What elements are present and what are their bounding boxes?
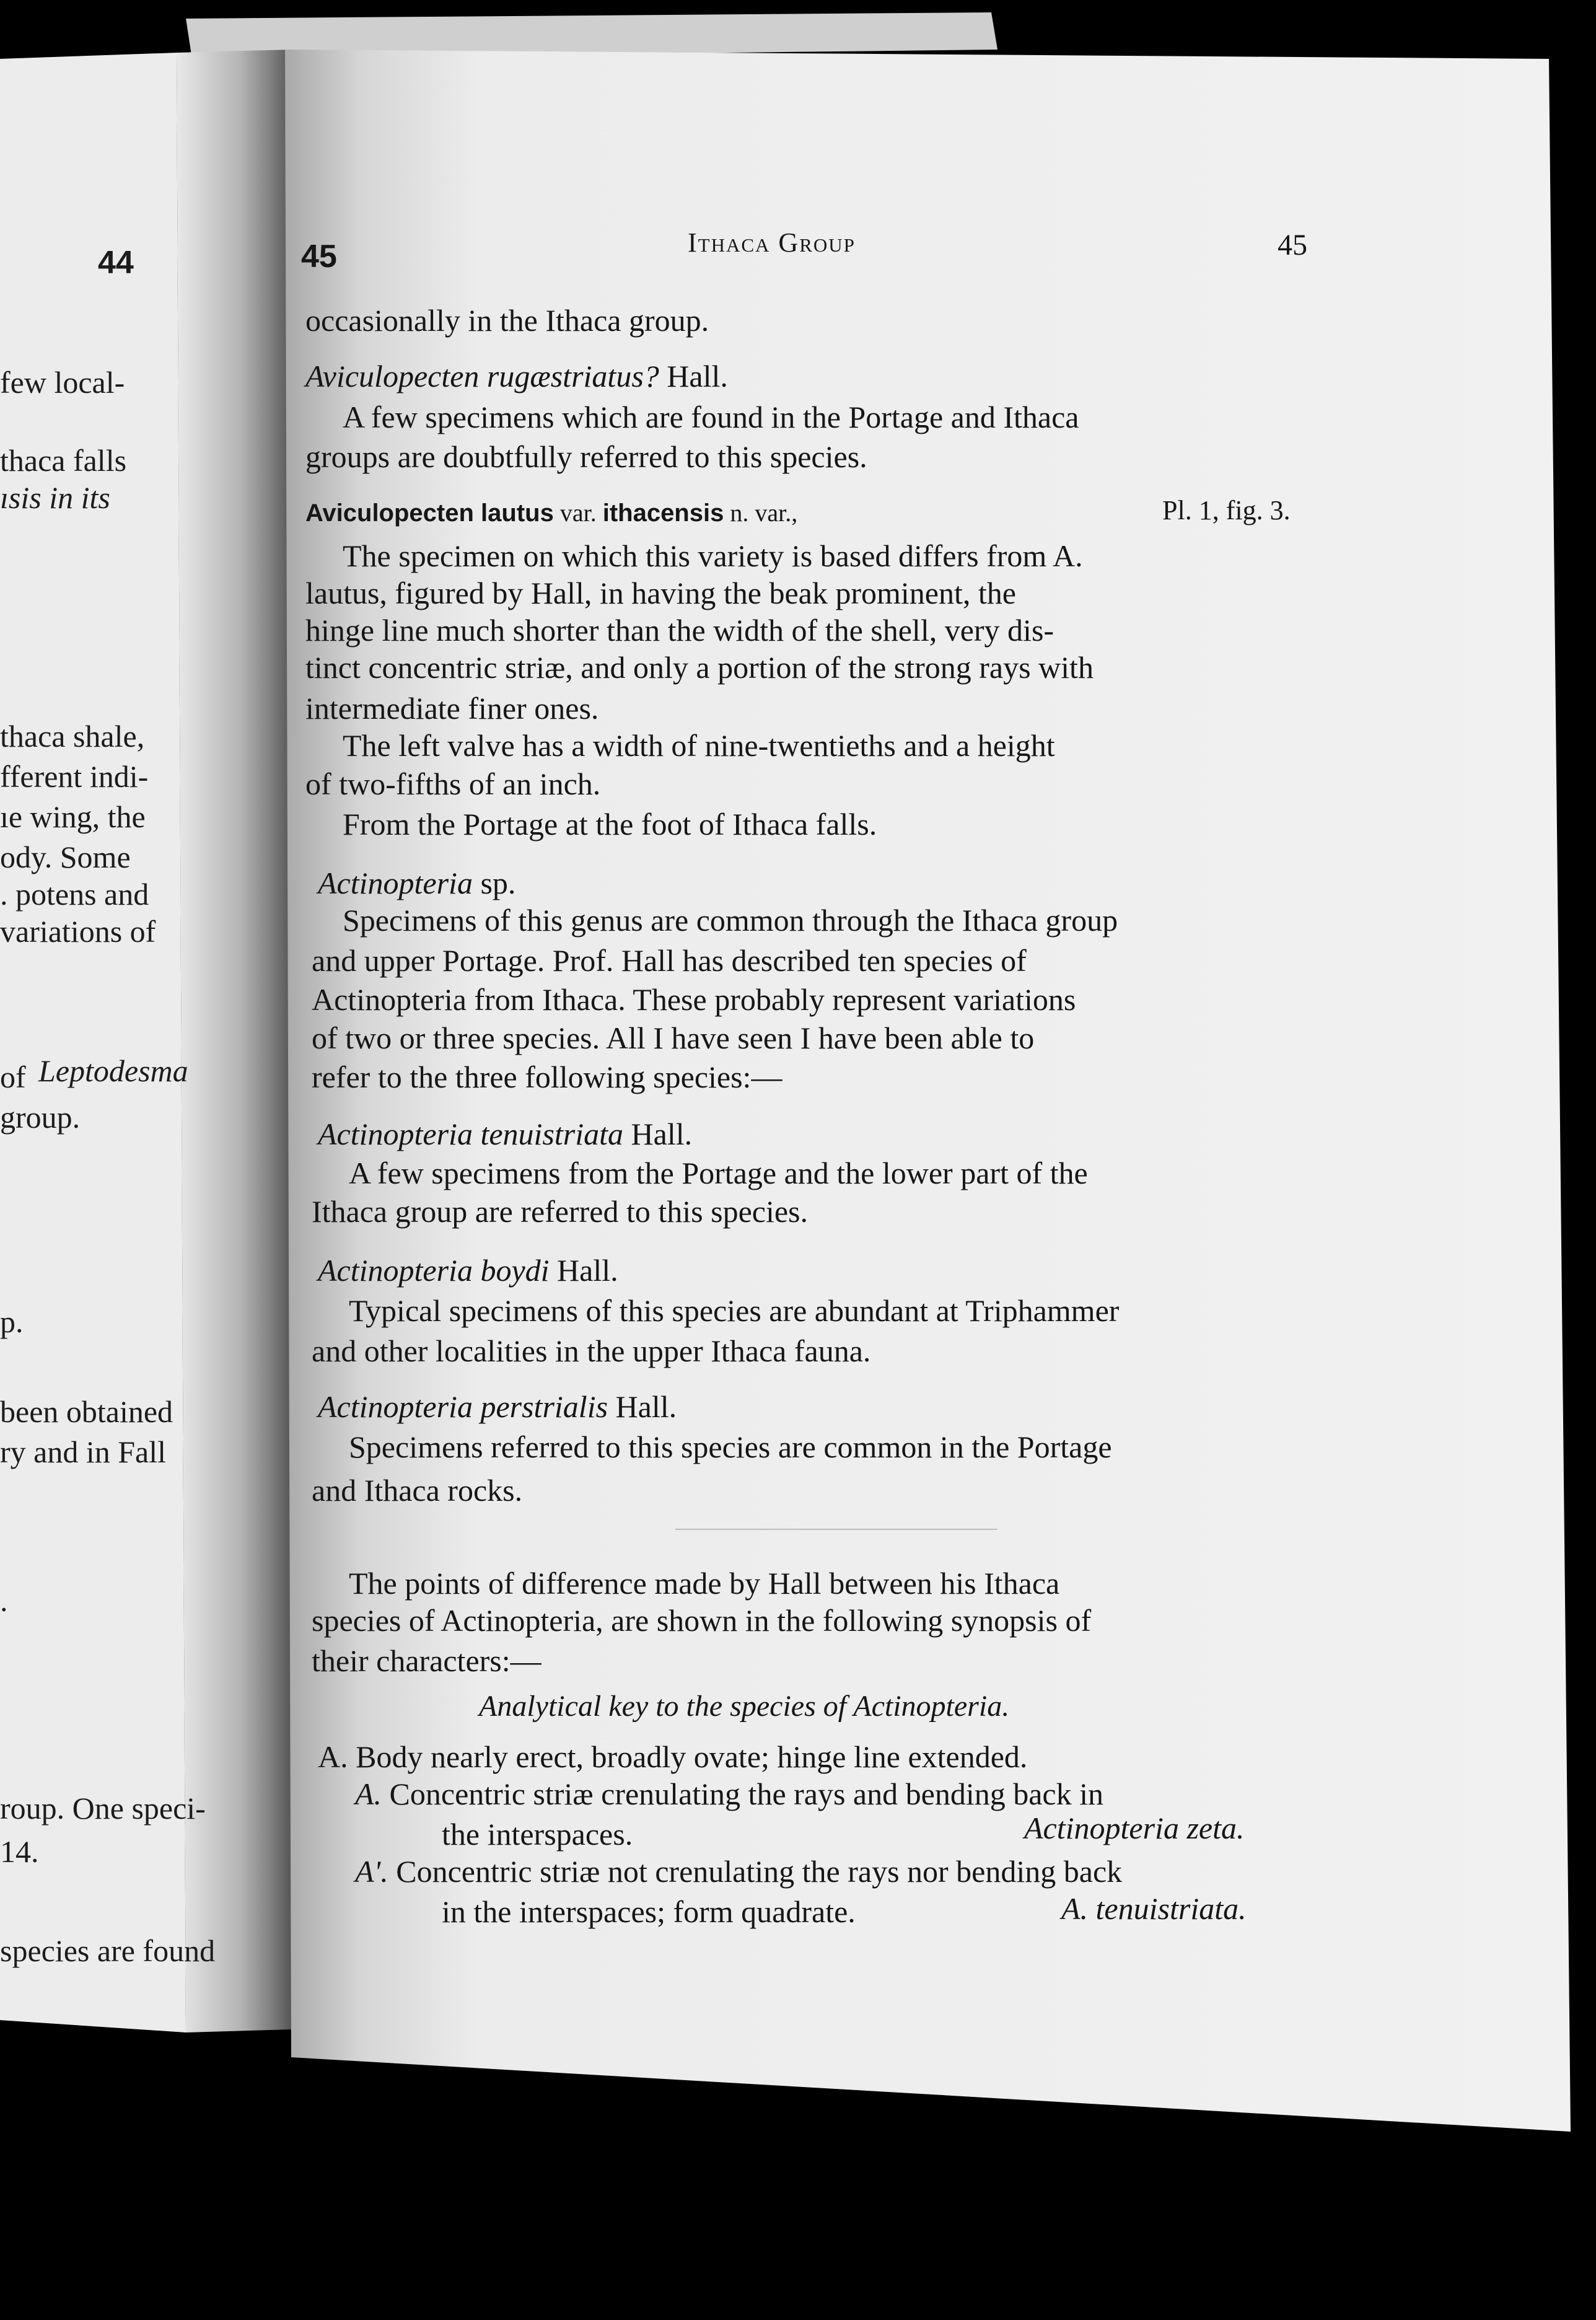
- left-line: variations of: [0, 914, 156, 949]
- body-line: tinct concentric striæ, and only a portion of the strong rays with: [305, 650, 1094, 685]
- left-line: p.: [0, 1304, 24, 1339]
- var-label: var.: [559, 499, 597, 527]
- left-line: . potens and: [0, 877, 149, 912]
- species-heading: [305, 501, 797, 525]
- left-line: ıe wing, the: [0, 799, 146, 834]
- body-line: lautus, figured by Hall, in having the beak prominent, the: [305, 576, 1016, 610]
- left-line: few local-: [0, 365, 125, 400]
- species-name: Actinopteria perstrialis: [318, 1389, 608, 1424]
- key-label: A'.: [355, 1854, 388, 1889]
- body-line: and Ithaca rocks.: [312, 1473, 523, 1508]
- page-number-left: 45: [301, 239, 337, 275]
- body-line: A few specimens from the Portage and the lower part of the: [349, 1156, 1088, 1190]
- key-text-continued: the interspaces.: [442, 1817, 633, 1852]
- page-number-right: 45: [1278, 229, 1307, 261]
- left-line: species are found: [0, 1933, 216, 1968]
- body-line: their characters:—: [312, 1643, 542, 1678]
- body-line: The points of difference made by Hall between his Ithaca: [349, 1566, 1060, 1601]
- left-line: ısis in its: [0, 480, 110, 515]
- key-text: Concentric striæ crenulating the rays and bending back in: [389, 1777, 1103, 1811]
- species-heading: [318, 1391, 677, 1422]
- section-divider: [675, 1529, 998, 1530]
- body-line: groups are doubtfully referred to this species.: [305, 439, 867, 474]
- left-line: been obtained: [0, 1394, 173, 1429]
- species-heading: [318, 1255, 618, 1286]
- key-item-A1: [355, 1778, 1103, 1809]
- key-text: Body nearly erect, broadly ovate; hinge line extended.: [356, 1739, 1028, 1774]
- left-line: ry and in Fall: [0, 1435, 167, 1469]
- body-line: Ithaca group are referred to this species.: [312, 1194, 809, 1229]
- left-line: fferent indi-: [0, 759, 149, 794]
- species-author: sp.: [480, 866, 516, 900]
- body-line: Specimens referred to this species are common in the Portage: [349, 1430, 1112, 1464]
- body-line: hinge line much shorter than the width of the shell, very dis-: [305, 613, 1054, 648]
- species-name-bold: Aviculopecten lautus: [305, 499, 554, 527]
- left-line: thaca shale,: [0, 719, 145, 754]
- new-variety-suffix: n. var.,: [730, 499, 798, 527]
- key-label: A.: [355, 1777, 382, 1811]
- left-line: .: [0, 1583, 8, 1618]
- gutter-shadow: [177, 50, 291, 2032]
- body-line: From the Portage at the foot of Ithaca falls.: [343, 807, 877, 841]
- left-page-paper: [0, 53, 186, 2032]
- left-line: 14.: [0, 1834, 39, 1869]
- species-name: Aviculopecten rugæstriatus?: [305, 359, 659, 393]
- key-title: Analytical key to the species of Actinopteria.: [479, 1690, 1010, 1723]
- body-line: A few specimens which are found in the Portage and Ithaca: [343, 400, 1079, 434]
- body-line: of two or three species. All I have seen I have been able to: [312, 1021, 1035, 1055]
- species-author: Hall.: [615, 1389, 677, 1424]
- key-text-continued: in the interspaces; form quadrate.: [442, 1894, 856, 1929]
- left-page-number: 44: [98, 245, 134, 281]
- body-line: The specimen on which this variety is based differs from A.: [343, 538, 1083, 573]
- key-species: A. tenuistriata.: [1061, 1891, 1247, 1926]
- body-line: The left valve has a width of nine-twentieths and a height: [343, 728, 1055, 763]
- key-label: A.: [318, 1739, 348, 1774]
- plate-reference: Pl. 1, fig. 3.: [1162, 495, 1291, 525]
- key-species: Actinopteria zeta.: [1024, 1811, 1245, 1845]
- running-head: Ithaca Group: [688, 227, 856, 258]
- left-line: group.: [0, 1100, 81, 1135]
- species-name: Actinopteria boydi: [318, 1253, 550, 1288]
- key-item-A: [318, 1741, 1027, 1772]
- continuation-line: occasionally in the Ithaca group.: [305, 303, 709, 338]
- body-line: refer to the three following species:—: [312, 1060, 783, 1094]
- species-heading: [305, 361, 728, 392]
- species-author: Hall.: [667, 359, 728, 393]
- species-author: Hall.: [631, 1117, 693, 1151]
- key-item-A2: [355, 1856, 1122, 1887]
- key-text: Concentric striæ not crenulating the rays nor bending back: [396, 1854, 1123, 1889]
- body-line: Actinopteria from Ithaca. These probably represent variations: [312, 982, 1076, 1017]
- species-heading: [318, 868, 515, 899]
- left-line: ody. Some: [0, 840, 131, 874]
- variety-name-bold: ithacensis: [602, 499, 724, 527]
- left-line-italic: Leptodesma: [38, 1053, 188, 1088]
- left-line: roup. One speci-: [0, 1791, 206, 1826]
- species-heading: [318, 1118, 692, 1149]
- left-line: thaca falls: [0, 443, 127, 478]
- species-author: Hall.: [557, 1253, 618, 1288]
- body-line: Typical specimens of this species are abundant at Triphammer: [349, 1293, 1120, 1328]
- body-line: intermediate finer ones.: [305, 691, 599, 726]
- species-name: Actinopteria tenuistriata: [318, 1117, 624, 1151]
- body-line: and upper Portage. Prof. Hall has described ten species of: [312, 943, 1027, 978]
- body-line: of two-fifths of an inch.: [305, 767, 601, 801]
- body-line: species of Actinopteria, are shown in the following synopsis of: [312, 1603, 1092, 1638]
- body-line: Specimens of this genus are common through the Ithaca group: [343, 903, 1118, 938]
- body-line: and other localities in the upper Ithaca fauna.: [312, 1334, 871, 1368]
- species-name: Actinopteria: [318, 866, 473, 900]
- left-line: of: [0, 1060, 26, 1094]
